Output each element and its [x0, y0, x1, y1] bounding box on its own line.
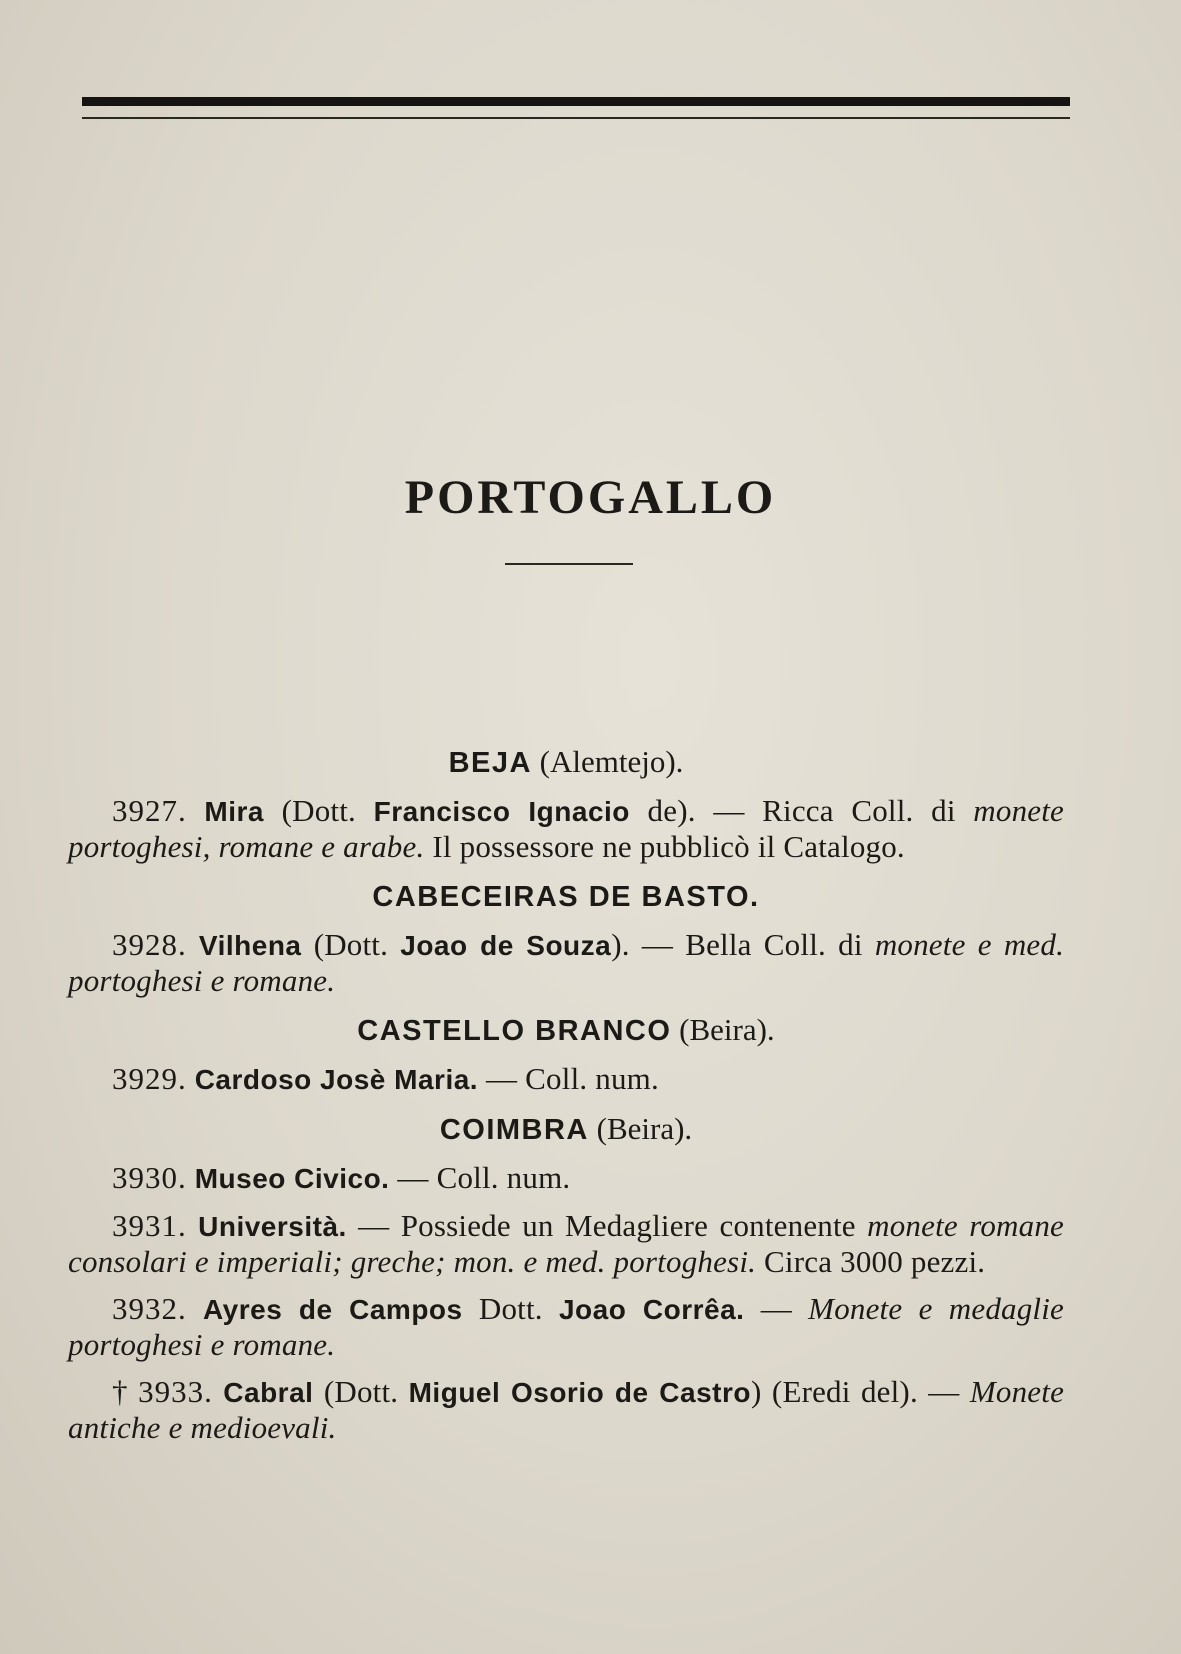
section-region: (Beira).	[596, 1111, 693, 1146]
entry-name-full: Miguel Osorio de Castro	[408, 1377, 752, 1408]
catalog-entry-3929	[68, 1061, 1064, 1097]
section-place: CASTELLO BRANCO	[357, 1015, 672, 1047]
entry-text: — Coll. num.	[486, 1061, 659, 1096]
entry-number: 3933.	[138, 1374, 213, 1409]
entry-name: Cabral	[223, 1377, 314, 1408]
catalog-entry-3932	[68, 1291, 1064, 1362]
entry-number: 3928.	[112, 927, 187, 962]
entry-name-2: Joao Corrêa.	[558, 1294, 745, 1325]
entry-number: 3927.	[112, 793, 187, 828]
catalog-entry-3933	[68, 1374, 1064, 1445]
entry-mid: Dott.	[478, 1291, 543, 1326]
entry-name-full: Francisco Ignacio	[373, 796, 630, 827]
entry-number: 3931.	[112, 1208, 187, 1243]
entry-text-2: Circa 3000 pezzi.	[764, 1244, 986, 1279]
title-underline	[505, 563, 633, 565]
entry-paren-close: ). — Bella Coll. di	[611, 927, 863, 962]
entry-number: 3932.	[112, 1291, 187, 1326]
dagger-mark: †	[112, 1374, 131, 1409]
entry-paren-close: de). — Ricca Coll. di	[647, 793, 956, 828]
entry-number: 3930.	[112, 1160, 187, 1195]
entry-text: — Possiede un Medagliere contenente	[358, 1208, 856, 1243]
section-region: (Alemtejo).	[539, 744, 684, 779]
section-heading-cabeceiras	[68, 876, 1064, 917]
section-place: BEJA	[448, 747, 532, 779]
entry-italic: Monete e medaglie portoghesi e romane.	[68, 1291, 1065, 1362]
top-rule-thick	[82, 97, 1070, 106]
entry-number: 3929.	[112, 1061, 187, 1096]
entry-name: Ayres de Campos	[203, 1294, 463, 1325]
entry-text: — Coll. num.	[397, 1160, 571, 1195]
catalog-content	[68, 742, 1064, 1457]
entry-italic: monete portoghesi, romane e arabe.	[68, 793, 1065, 864]
catalog-entry-3931	[68, 1208, 1064, 1279]
entry-paren-open: (Dott.	[323, 1374, 399, 1409]
section-heading-castello-branco	[68, 1010, 1064, 1051]
entry-paren-open: (Dott.	[313, 927, 389, 962]
top-rule-thin	[82, 117, 1070, 119]
entry-name: Vilhena	[198, 930, 302, 961]
entry-name: Museo Civico.	[194, 1163, 390, 1194]
section-heading-beja	[68, 742, 1064, 783]
entry-italic: monete e med. portoghesi e romane.	[68, 927, 1065, 998]
entry-italic: monete romane consolari e imperiali; greche; mon. e med. portoghesi.	[68, 1208, 1064, 1279]
entry-text: Il possessore ne pubblicò il Catalogo.	[432, 829, 905, 864]
catalog-entry-3928	[68, 927, 1064, 998]
section-heading-coimbra	[68, 1109, 1064, 1150]
entry-paren-close: ) (Eredi del). —	[751, 1374, 960, 1409]
entry-italic: Monete antiche e medioevali.	[68, 1374, 1065, 1445]
section-place: COIMBRA	[439, 1114, 589, 1146]
section-place: CABECEIRAS DE BASTO.	[372, 881, 760, 913]
page-title: PORTOGALLO	[404, 471, 777, 524]
section-region: (Beira).	[679, 1012, 775, 1047]
entry-name: Università.	[198, 1211, 347, 1242]
entry-name: Mira	[204, 796, 264, 827]
entry-paren-open: (Dott.	[281, 793, 356, 828]
entry-name: Cardoso Josè Maria.	[194, 1064, 479, 1095]
catalog-entry-3927	[68, 793, 1064, 864]
catalog-entry-3930	[68, 1160, 1064, 1196]
entry-name-full: Joao de Souza	[400, 930, 612, 961]
entry-text: —	[760, 1291, 792, 1326]
